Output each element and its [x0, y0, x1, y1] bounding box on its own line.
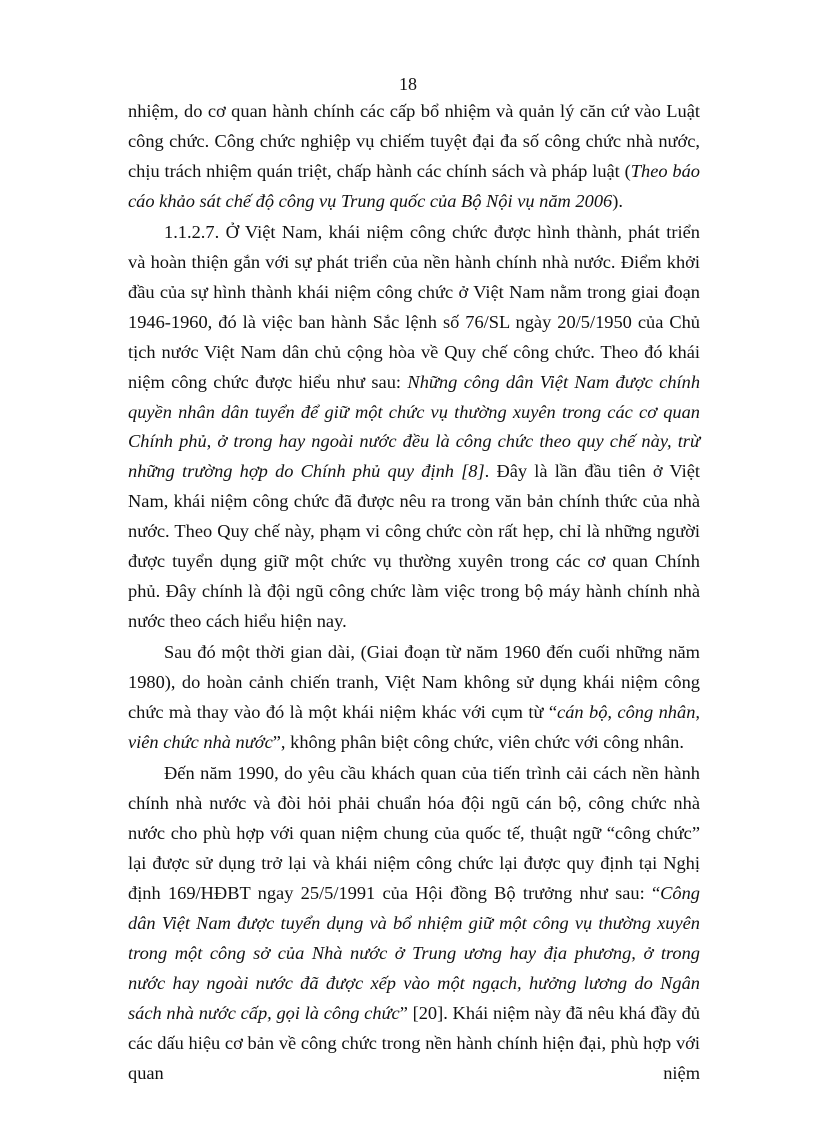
paragraph	[128, 218, 700, 637]
paragraph	[128, 97, 700, 217]
text-segment: ).	[612, 190, 623, 211]
text-segment: . Đây là lần đầu tiên ở Việt Nam, khái niệm công chức đã được nêu ra trong văn bản chính thức của nhà nước. Theo Quy chế này, phạm vi công chức còn rất hẹp, chỉ là những người được tuyển dụng giữ một chức vụ thường xuyên trong các cơ quan Chính phủ. Đây chính là đội ngũ công chức làm việc trong bộ máy hành chính nhà nước theo cách hiểu hiện nay.	[128, 461, 700, 631]
text-segment: ”, không phân biệt công chức, viên chức với công nhân.	[272, 732, 684, 753]
italic-text: Công dân Việt Nam được tuyển dụng và bổ nhiệm giữ một công vụ thường xuyên trong một công sở của Nhà nước ở Trung ương hay địa phương, ở trong nước hay ngoài nước đã được xếp vào một ngạch, hưởng lương do Ngân sách nhà nước cấp, gọi là công chức	[128, 883, 700, 1023]
text-segment: nhiệm, do cơ quan hành chính các cấp bổ nhiệm và quản lý căn cứ vào Luật công chức. Công chức nghiệp vụ chiếm tuyệt đại đa số công chức nhà nước, chịu trách nhiệm quán triệt, chấp hành các chính sách và pháp luật (	[128, 101, 700, 181]
italic-text: cán bộ, công nhân, viên chức nhà nước	[128, 702, 700, 753]
text-segment: Đến năm 1990, do yêu cầu khách quan của tiến trình cải cách nền hành chính nhà nước và đòi hỏi phải chuẩn hóa đội ngũ cán bộ, công chức nhà nước cho phù hợp với quan niệm chung của quốc tế, thuật ngữ “công chức” lại được sử dụng trở lại và khái niệm công chức lại được quy định tại Nghị định 169/HĐBT ngay 25/5/1991 của Hội đồng Bộ trưởng như sau: “	[128, 763, 700, 904]
paragraph	[128, 759, 700, 1088]
text-segment: 1.1.2.7. Ở Việt Nam, khái niệm công chức được hình thành, phát triển và hoàn thiện gắn với sự phát triển của nền hành chính nhà nước. Điểm khởi đầu của sự hình thành khái niệm công chức ở Việt Nam nằm trong giai đoạn 1946-1960, đó là việc ban hành Sắc lệnh số 76/SL ngày 20/5/1950 của Chủ tịch nước Việt Nam dân chủ cộng hòa về Quy chế công chức. Theo đó khái niệm công chức được hiểu như sau:	[128, 222, 700, 392]
italic-text: Theo báo cáo khảo sát chế độ công vụ Trung quốc của Bộ Nội vụ năm 2006	[128, 160, 700, 211]
text-segment: Sau đó một thời gian dài, (Giai đoạn từ năm 1960 đến cuối những năm 1980), do hoàn cảnh chiến tranh, Việt Nam không sử dụng khái niệm công chức mà thay vào đó là một khái niệm khác với cụm từ “	[128, 642, 700, 723]
italic-text: Những công dân Việt Nam được chính quyền nhân dân tuyển để giữ một chức vụ thường xuyên trong các cơ quan Chính phủ, ở trong hay ngoài nước đều là công chức theo quy chế này, trừ những trường hợp do Chính phủ quy định [8]	[128, 371, 701, 482]
body-text	[128, 97, 700, 1090]
page-number: 18	[399, 74, 417, 94]
paragraph	[128, 638, 700, 758]
text-segment: ” [20]. Khái niệm này đã nêu khá đầy đủ các dấu hiệu cơ bản về công chức trong nền hành chính hiện đại, phù hợp với quan niệm	[128, 1002, 700, 1083]
